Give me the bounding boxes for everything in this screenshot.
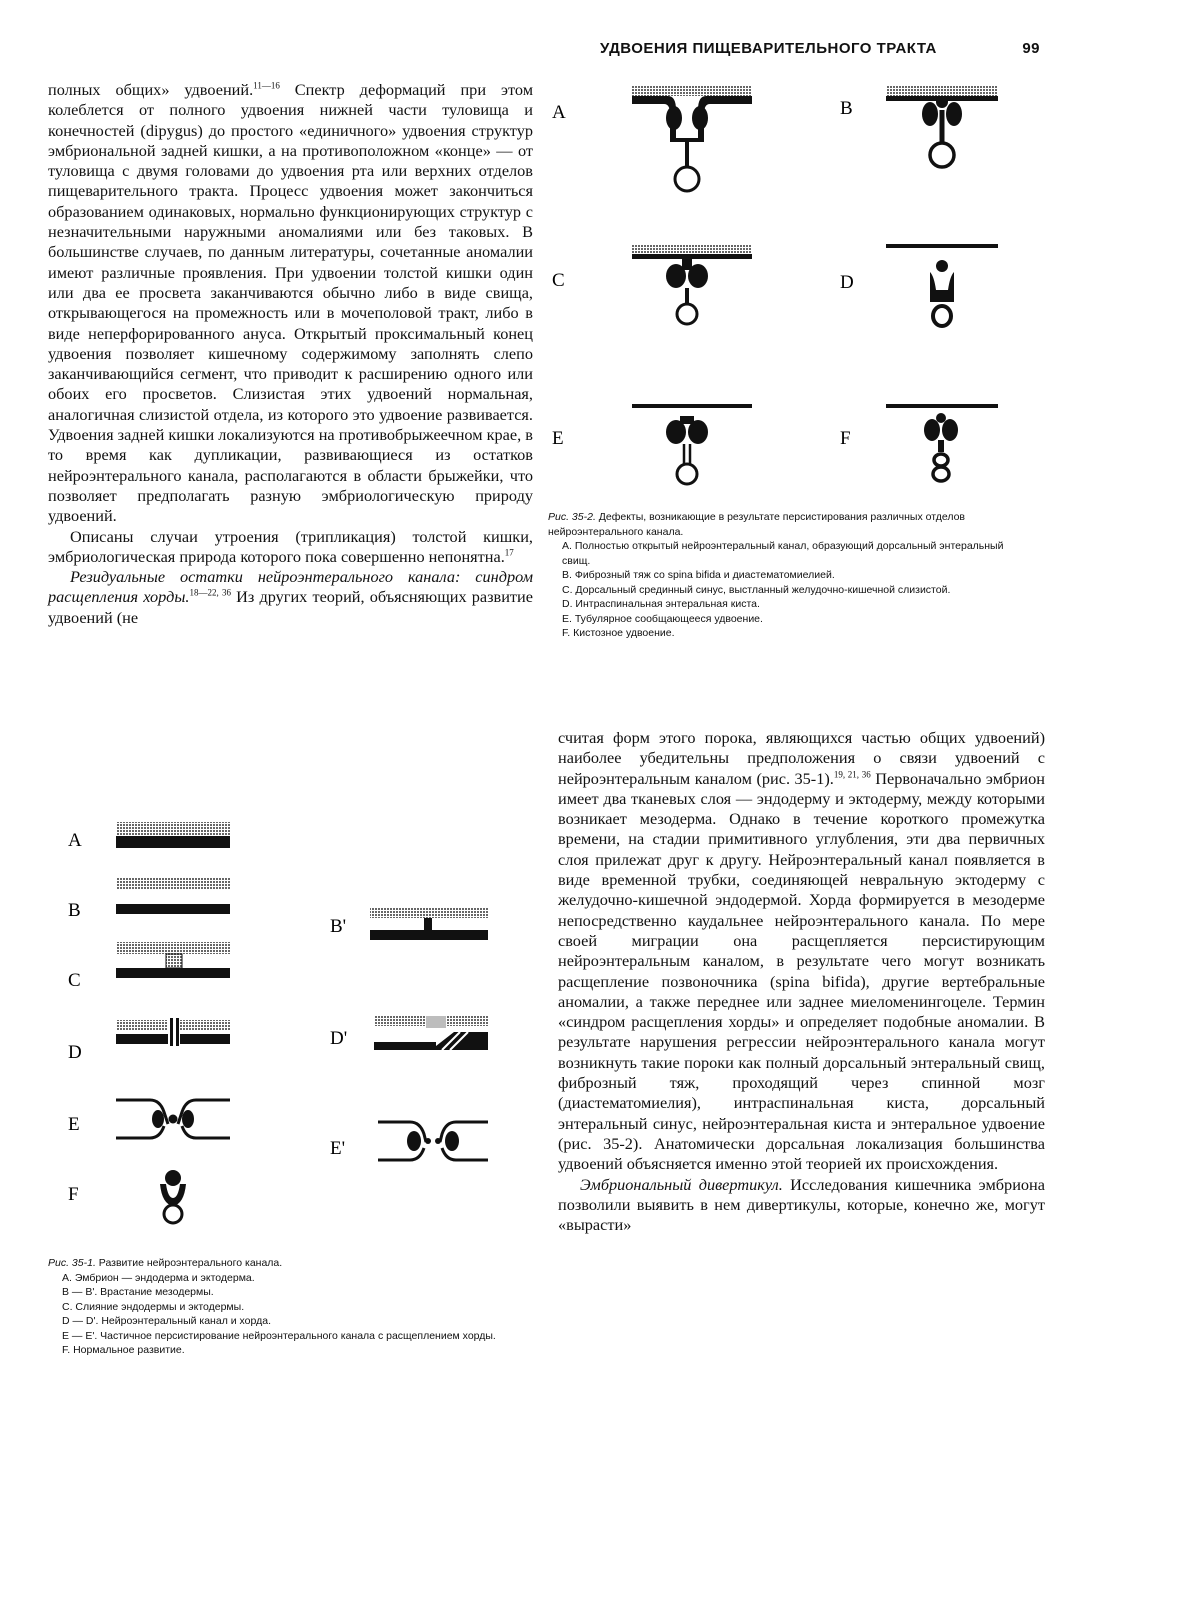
caption-item: В. Фиброзный тяж со spina bifida и диастематомиелией.	[562, 569, 835, 581]
paragraph	[558, 1175, 1045, 1236]
panel-e-layers	[116, 1100, 230, 1138]
panel-b-prime-layers	[370, 908, 488, 940]
panel-a-layers	[116, 822, 230, 848]
reference-sup: 11—16	[253, 80, 280, 91]
paragraph	[558, 728, 1045, 1175]
panel-label: B	[840, 98, 853, 119]
figure-35-2	[548, 80, 1058, 510]
panel-d-diagram	[886, 244, 998, 326]
text-run: Первоначально эмбрион имеет два тканевых слоя — эндодерму и эктодерму, между которыми возникает мезодерма. Однако в течение короткого промежутка времени, на стадии примитивного углубления, эти два первичных слоя прилежат друг к другу. Нейроэнтеральный канал появляется в виде временной трубки, соединяющей невральную эктодерму с желудочно-кишечной эндодермой. Хорда формируется в мезодерме непосредственно каудальнее нейроэнтерального канала. По мере своей миграции она расщепляется персистирующим нейроэнтеральным каналом, в результате чего могут возникать расщепление позвоночника (spina bifida), другие вертебральные аномалии, а также переднее или заднее миеломенингоцеле. Термин «синдром расщепления хорды» и определяет подобные аномалии. В результате нарушения регрессии нейроэнтерального канала могут возникнуть такие пороки как полный дорсальный энтеральный свищ, фиброзный тяж, проходящий через спинной мозг (диастематомиелия), интраспинальная киста, дорсальный энтеральный синус, нейроэнтеральная киста и энтеральное удвоение (рис. 35-2). Анатомически дорсальная локализация большинства удвоений объясняется именно этой теорией их происхождения.	[558, 768, 1045, 1174]
caption-item: А. Полностью открытый нейроэнтеральный канал, образующий дорсальный энтеральный свищ.	[562, 540, 1004, 567]
right-column	[558, 728, 1045, 1235]
figure-35-2-caption	[548, 510, 1028, 641]
caption-lead: Рис. 35-1.	[48, 1257, 96, 1269]
text-run: Описаны случаи утроения (трипликация) толстой кишки, эмбриологическая природа которого пока совершенно непонятна.	[48, 526, 533, 566]
panel-label: A	[68, 830, 82, 851]
text-run: полных общих» удвоений.	[48, 80, 254, 99]
panel-label: B'	[330, 916, 347, 937]
panel-label: E'	[330, 1138, 346, 1159]
caption-lead: Рис. 35-2.	[548, 511, 596, 523]
figure-35-1-drawing	[48, 812, 538, 1252]
panel-label: F	[840, 428, 851, 449]
caption-text: Развитие нейроэнтерального канала.	[95, 1257, 283, 1269]
caption-item: D — D'. Нейроэнтеральный канал и хорда.	[62, 1315, 271, 1327]
caption-item: F. Нормальное развитие.	[62, 1344, 185, 1356]
page-number: 99	[1022, 40, 1040, 57]
panel-label: D	[68, 1042, 82, 1063]
text-run: Исследования кишечника эмбриона позволили выявить в нем дивертикулы, которые, конечно же, могут «вырасти»	[558, 1174, 1045, 1235]
figure-35-1	[48, 812, 538, 1252]
left-column	[48, 80, 533, 628]
panel-label: A	[552, 102, 566, 123]
panel-label: F	[68, 1184, 79, 1205]
caption-item: С. Слияние эндодермы и эктодермы.	[62, 1300, 245, 1313]
panel-label: D'	[330, 1028, 348, 1049]
caption-item: Е — Е'. Частичное персистирование нейроэнтерального канала с расщеплением хорды.	[62, 1329, 496, 1342]
panel-b-layers	[116, 878, 230, 914]
text-run: считая форм этого порока, являющихся частью общих удвоений) наиболее убедительны предположения о связи удвоений с нейроэнтеральным каналом (рис. 35-1).	[558, 728, 1045, 788]
caption-item: А. Эмбрион — эндодерма и эктодерма.	[62, 1271, 255, 1284]
panel-d-prime-layers	[374, 1016, 488, 1050]
panel-label: B	[68, 900, 81, 921]
caption-item: С. Дорсальный срединный синус, выстланный желудочно-кишечной слизистой.	[562, 583, 951, 596]
panel-f-layers	[160, 1170, 186, 1223]
caption-item: В — В'. Врастание мезодермы.	[62, 1286, 214, 1298]
panel-label: D	[840, 272, 854, 293]
section-heading-inline: Резидуальные остатки нейроэнтерального канала: синдром расщепления хорды.	[48, 567, 533, 607]
paragraph	[48, 527, 533, 568]
paragraph	[48, 80, 533, 527]
panel-b-diagram	[886, 86, 998, 167]
reference-sup: 18—22, 36	[189, 588, 231, 598]
caption-item: Е. Тубулярное сообщающееся удвоение.	[562, 612, 763, 625]
panel-e-diagram	[632, 404, 752, 484]
panel-label: E	[68, 1114, 80, 1135]
figure-35-2-drawing	[548, 80, 1058, 510]
panel-c-diagram	[632, 244, 752, 324]
panel-e-prime-layers	[378, 1122, 488, 1160]
paragraph	[48, 567, 533, 628]
panel-a-diagram	[632, 86, 752, 191]
running-title: УДВОЕНИЯ ПИЩЕВАРИТЕЛЬНОГО ТРАКТА	[600, 40, 937, 57]
text-run: Из других теорий, объясняющих развитие удвоений (не	[48, 587, 533, 627]
running-header	[600, 40, 1080, 70]
panel-label: C	[552, 270, 565, 291]
panel-label: E	[552, 428, 564, 449]
caption-item: F. Кистозное удвоение.	[562, 627, 675, 639]
caption-item: D. Интраспинальная энтеральная киста.	[562, 598, 760, 610]
panel-label: C	[68, 970, 81, 991]
figure-35-1-caption	[48, 1256, 528, 1358]
reference-sup: 19, 21, 36	[833, 769, 871, 780]
panel-d-layers	[116, 1018, 230, 1046]
section-heading-inline: Эмбриональный дивертикул.	[580, 1174, 783, 1194]
panel-c-layers	[116, 942, 230, 978]
caption-text: Дефекты, возникающие в результате персистирования различных отделов нейроэнтерального канала.	[548, 511, 966, 538]
text-run: Спектр деформаций при этом колеблется от полного удвоения нижней части туловища и конечностей (dipygus) до простого «единичного» удвоения структур эмбриональной задней кишки, а на противоположном «конце» — от туловища с двумя головами до удвоения рта или верхних отделов пищеварительного тракта. Процесс удвоения может закончиться образованием одинаковых, нормально функционирующих структур с незначительными наружными аномалиями или без таковых. В большинстве случаев, по данным литературы, сочетанные аномалии имеют различные проявления. При удвоении толстой кишки один или два ее просвета заканчиваются обычно либо в виде свища, открывающегося на промежность или в мочеполовой тракт, либо в виде неперфорированного ануса. Открытый проксимальный конец удвоения позволяет кишечному содержимому заполнять слепо заканчивающийся сегмент, что приводит к расширению одного или обоих его просветов. Слизистая этих удвоений нормальная, аналогичная слизистой отдела, из которого это удвоение развивается. Удвоения задней кишки локализуются на противобрыжеечном крае, в то время как дупликации, развивающиеся из остатков нейроэнтерального канала, располагаются в области брыжейки, что позволяет предполагать разную эмбриологическую природу удвоений.	[48, 80, 533, 526]
panel-f-diagram	[886, 404, 998, 481]
reference-sup: 17	[504, 547, 514, 558]
